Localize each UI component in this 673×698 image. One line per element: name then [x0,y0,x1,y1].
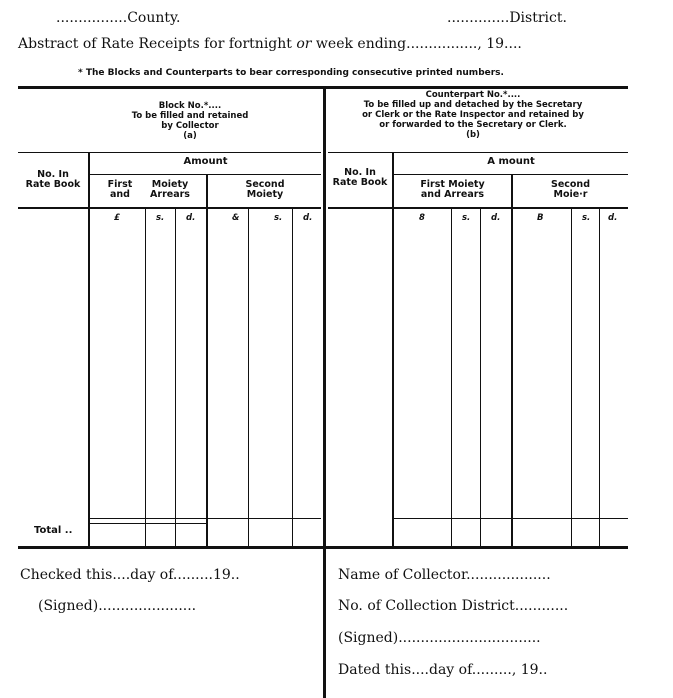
right-pence-2: d. [608,213,618,223]
center-divider [323,86,326,698]
left-second-moiety: Second Moiety [245,179,285,200]
right-col-rule-6 [599,207,600,546]
dated-line: Dated this....day of........., 19.. [338,662,548,678]
right-first-moiety-arrears: First Moiety and Arrears [420,179,485,200]
county-label: County. [127,10,181,26]
left-col-rule-2 [145,207,146,546]
right-col-rule-1 [392,152,394,546]
right-pence-1: d. [491,213,501,223]
right-col-rule-2 [451,207,452,546]
left-col-rule-4 [206,174,208,546]
county-line [56,10,181,26]
left-col-rule-6 [292,207,293,546]
left-pence-1: d. [186,213,196,223]
right-col-rule-3 [480,207,481,546]
footnote: * The Blocks and Counterparts to bear corresponding consecutive printed numbers. [78,68,504,78]
abstract-title: Abstract of Rate Receipts for fortnight or week ending................, 19.... [18,36,522,52]
right-total-line-top [394,518,628,519]
left-no-in-rate-book: No. In Rate Book [25,169,81,190]
right-header-line [328,152,628,153]
right-shilling-2: s. [582,213,591,223]
right-second-moiety: Second Moie·r [550,179,590,200]
left-shilling-2: s. [274,213,283,223]
left-header-line [18,152,321,153]
collection-district-line: No. of Collection District............ [338,598,569,614]
left-moiety-arrears: Moiety Arrears [150,179,190,200]
block-heading: Block No.*.... To be filled and retained by Collector (a) [131,101,249,141]
left-col-rule-5 [248,207,249,546]
name-collector-line: Name of Collector................... [338,567,551,583]
left-col-rule-3 [175,207,176,546]
district-line [447,10,567,26]
checked-line: Checked this....day of.........19.. [20,567,240,583]
right-amount-label: A mount [487,156,535,167]
right-pound-1: 8 [419,213,425,223]
right-shilling-1: s. [462,213,471,223]
right-subheader-line [328,207,628,209]
left-first-and: First and [107,179,133,200]
left-pence-2: d. [303,213,313,223]
right-pound-2: B [537,213,544,223]
left-total-line-top [90,518,321,519]
counterpart-heading: Counterpart No.*.... To be filled up and detached by the Secretary or Clerk or the Rate Inspector and retained by or forwarded to the Secretary or Clerk. (b) [362,90,584,140]
left-amount-label: Amount [183,156,228,167]
district-dots: .............. [447,10,510,26]
district-label: District. [509,10,567,26]
left-pound-2: & [232,213,240,223]
left-total-line-bottom [90,523,208,524]
right-col-rule-4 [511,174,513,546]
signed-right-line: (Signed)................................ [338,630,541,646]
signed-left-line: (Signed)...................... [38,598,197,614]
left-shilling-1: s. [156,213,165,223]
right-col-rule-5 [571,207,572,546]
total-label: Total .. [34,525,73,536]
county-dots: ................ [56,10,128,26]
left-col-rule-1 [88,152,90,546]
left-pound-1: £ [114,213,120,223]
left-subheader-line [18,207,321,209]
right-no-in-rate-book: No. In Rate Book [332,167,388,188]
